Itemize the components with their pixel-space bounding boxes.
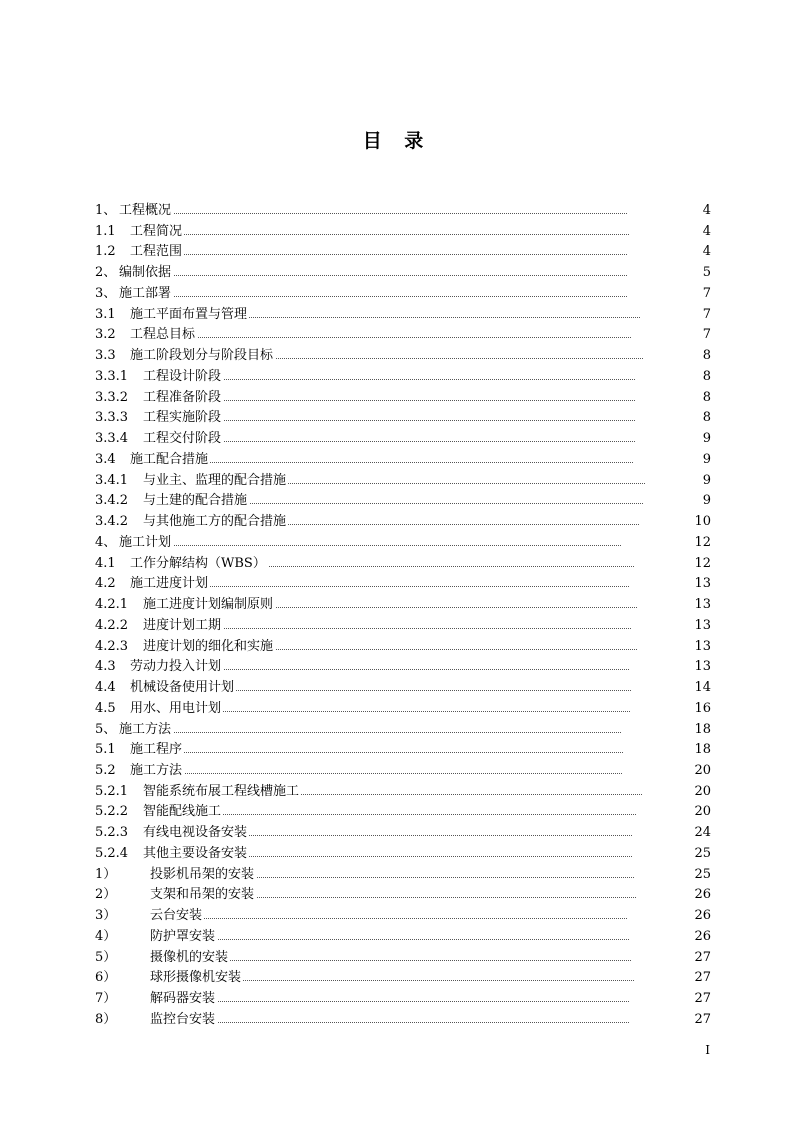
toc-entry-number: 4.2.2 [95,616,129,637]
dot-leader [165,275,627,276]
toc-entry-number: 3） [95,906,117,927]
toc-entry-label: 有线电视设备安装 [143,823,249,844]
dot-leader [165,814,636,815]
dot-leader [165,441,635,442]
toc-entry[interactable] [95,699,711,720]
dot-leader [165,669,629,670]
toc-entry-label: 施工配合措施 [130,450,210,471]
toc-entry-label: 监控台安装 [150,1010,217,1031]
dot-leader [165,711,630,712]
toc-entry-page: 8 [702,368,711,384]
toc-entry-page: 5 [702,265,711,281]
toc-entry[interactable] [95,471,711,492]
toc-entry[interactable] [95,782,711,803]
toc-entry-page: 12 [694,534,711,550]
toc-entry-page: 25 [694,845,711,861]
toc-entry-number: 4.2.1 [95,595,129,616]
toc-entry-label: 支架和吊架的安装 [150,885,256,906]
toc-entry-page: 8 [702,410,711,426]
toc-entry-number: 5.2.3 [95,823,129,844]
toc-entry[interactable] [95,616,711,637]
toc-entry[interactable] [95,595,711,616]
toc-entry[interactable] [95,1010,711,1031]
toc-entry-label: 工程准备阶段 [143,388,223,409]
toc-entry[interactable] [95,802,711,823]
toc-entry[interactable] [95,885,711,906]
toc-entry[interactable] [95,450,711,471]
toc-entry-page: 18 [694,721,711,737]
toc-entry-number: 3.4 [95,450,117,471]
toc-entry-number: 4.1 [95,554,117,575]
toc-entry-label: 施工程序 [130,740,184,761]
toc-entry-label: 施工方法 [130,761,184,782]
toc-entry-page: 12 [694,555,711,571]
toc-entry-page: 27 [694,970,711,986]
toc-entry-label: 智能配线施工 [143,802,223,823]
toc-entry-number: 3.3.2 [95,388,129,409]
dot-leader [165,337,631,338]
toc-entry-label: 解码器安装 [150,989,217,1010]
dot-leader [165,296,627,297]
toc-entry-number: 4.2 [95,574,117,595]
toc-entry-number: 1、 [95,201,117,222]
toc-entry-page: 9 [702,493,711,509]
toc-entry-number: 5.2.4 [95,844,129,865]
dot-leader [165,752,623,753]
toc-entry-page: 20 [694,804,711,820]
toc-entry-label: 工作分解结构（WBS） [130,554,268,575]
toc-entry-number: 5.2.2 [95,802,129,823]
toc-entry[interactable] [95,284,711,305]
toc-entry-number: 2） [95,885,117,906]
toc-entry-page: 10 [694,514,711,530]
toc-entry-number: 4.3 [95,657,117,678]
toc-entry-page: 13 [694,597,711,613]
toc-entry-number: 3、 [95,284,117,305]
toc-entry-number: 5.2.1 [95,782,129,803]
toc-entry[interactable] [95,408,711,429]
toc-entry-label: 编制依据 [119,263,173,284]
toc-entry-label: 工程简况 [130,222,184,243]
dot-leader [165,462,633,463]
toc-entry-number: 3.3 [95,346,117,367]
toc-entry-label: 与其他施工方的配合措施 [143,512,288,533]
toc-entry-label: 云台安装 [150,906,204,927]
toc-entry-page: 26 [694,887,711,903]
toc-entry-number: 4） [95,927,117,948]
toc-entry[interactable] [95,637,711,658]
toc-entry-page: 7 [702,306,711,322]
toc-entry-number: 3.3.4 [95,429,129,450]
toc-entry[interactable] [95,574,711,595]
toc-entry-number: 1.2 [95,242,117,263]
toc-entry-number: 6） [95,968,117,989]
dot-leader [165,586,629,587]
toc-entry-page: 9 [702,431,711,447]
toc-entry[interactable] [95,263,711,284]
toc-entry-label: 工程设计阶段 [143,367,223,388]
toc-entry-label: 机械设备使用计划 [130,678,236,699]
toc-entry-number: 1.1 [95,222,117,243]
toc-entry[interactable] [95,242,711,263]
toc-entry-label: 进度计划工期 [143,616,223,637]
toc-entry-label: 工程概况 [119,201,173,222]
toc-entry-page: 4 [702,203,711,218]
toc-entry-label: 施工平面布置与管理 [130,305,249,326]
toc-entry[interactable] [95,720,711,741]
toc-entry[interactable] [95,678,711,699]
toc-entry-label: 工程实施阶段 [143,408,223,429]
toc-entry-number: 3.4.2 [95,491,129,512]
toc-entry-number: 5.2 [95,761,117,782]
toc-entry-number: 5、 [95,720,117,741]
toc-entry-label: 施工方法 [119,720,173,741]
dot-leader [165,732,621,733]
toc-entry[interactable] [95,346,711,367]
toc-entry-page: 18 [694,742,711,758]
toc-entry-label: 进度计划的细化和实施 [143,637,275,658]
toc-entry[interactable] [95,968,711,989]
toc-entry[interactable] [95,388,711,409]
dot-leader [165,420,635,421]
toc-entry-label: 摄像机的安装 [150,948,230,969]
toc-entry-page: 7 [702,285,711,301]
toc-entry[interactable] [95,491,711,512]
toc-entry[interactable] [95,927,711,948]
toc-entry-label: 球形摄像机安装 [150,968,243,989]
toc-entry-page: 9 [702,472,711,488]
toc-entry-label: 工程交付阶段 [143,429,223,450]
toc-entry-number: 1） [95,865,117,886]
dot-leader [165,400,635,401]
toc-entry-label: 与业主、监理的配合措施 [143,471,288,492]
toc-entry-number: 3.2 [95,325,117,346]
toc-entry[interactable] [95,657,711,678]
dot-leader [165,379,635,380]
toc-entry-label: 投影机吊架的安装 [150,865,256,886]
toc-entry-label: 施工计划 [119,533,173,554]
dot-leader [165,1022,629,1023]
toc-entry-number: 3.3.3 [95,408,129,429]
toc-entry-page: 9 [702,451,711,467]
page-number: I [705,1043,710,1057]
dot-leader [165,254,627,255]
toc-entry-label: 其他主要设备安装 [143,844,249,865]
dot-leader [165,545,621,546]
toc-entry[interactable] [95,948,711,969]
toc-entry-page: 20 [694,762,711,778]
toc-entry-label: 施工进度计划编制原则 [143,595,275,616]
toc-entry-number: 4、 [95,533,117,554]
toc-entry-label: 施工阶段划分与阶段目标 [130,346,275,367]
toc-entry[interactable] [95,305,711,326]
toc-entry-label: 施工部署 [119,284,173,305]
toc-entry[interactable] [95,761,711,782]
toc-entry-label: 防护罩安装 [150,927,217,948]
toc-entry-page: 13 [694,617,711,633]
toc-entry-number: 3.4.2 [95,512,129,533]
toc-entry-page: 24 [694,825,711,841]
toc-entry-page: 26 [694,928,711,944]
toc-entry-label: 用水、用电计划 [130,699,223,720]
toc-entry-page: 13 [694,638,711,654]
toc-entry-page: 27 [694,1011,711,1027]
toc-entry[interactable] [95,740,711,761]
toc-entry-number: 7） [95,989,117,1010]
dot-leader [165,960,631,961]
toc-entry-label: 施工进度计划 [130,574,210,595]
toc-entry-number: 3.3.1 [95,367,129,388]
toc-entry-page: 16 [694,700,711,716]
dot-leader [165,234,629,235]
toc-entry[interactable] [95,367,711,388]
toc-entry-page: 13 [694,659,711,675]
toc-entry-page: 7 [702,327,711,343]
toc-entry-number: 2、 [95,263,117,284]
toc-entry-label: 工程总目标 [130,325,197,346]
toc-entry-label: 智能系统布展工程线槽施工 [143,782,301,803]
toc-entry[interactable] [95,325,711,346]
toc-entry-page: 20 [694,783,711,799]
toc-entry[interactable] [95,989,711,1010]
toc-entry[interactable] [95,201,711,222]
toc-entry-page: 25 [694,866,711,882]
toc-entry-page: 13 [694,576,711,592]
toc-entry-page: 4 [702,244,711,260]
toc-entry[interactable] [95,222,711,243]
dot-leader [165,1001,629,1002]
toc-title: 目 录 [362,130,432,152]
toc-entry[interactable] [95,554,711,575]
toc-entry-page: 26 [694,908,711,924]
toc-entry[interactable] [95,844,711,865]
toc-entry-number: 4.5 [95,699,117,720]
toc-entry[interactable] [95,533,711,554]
toc-entry[interactable] [95,823,711,844]
toc-entry-page: 8 [702,389,711,405]
toc-entry-number: 8） [95,1010,117,1031]
toc-entry-number: 5.1 [95,740,117,761]
toc-entry-label: 工程范围 [130,242,184,263]
dot-leader [165,918,627,919]
toc-entry-label: 与土建的配合措施 [143,491,249,512]
toc-entry-page: 4 [702,223,711,239]
toc-entry-number: 5） [95,948,117,969]
toc-entry-number: 3.1 [95,305,117,326]
toc-entry-number: 4.4 [95,678,117,699]
dot-leader [165,628,631,629]
dot-leader [165,773,622,774]
toc-entry[interactable] [95,429,711,450]
toc-entry[interactable] [95,906,711,927]
toc-entry-page: 27 [694,949,711,965]
toc-entry[interactable] [95,865,711,886]
toc-entry-page: 14 [694,680,711,696]
toc-entry-number: 4.2.3 [95,637,129,658]
table-of-contents [0,201,794,1031]
toc-entry[interactable] [95,512,711,533]
toc-entry-page: 27 [694,991,711,1007]
toc-entry-label: 劳动力投入计划 [130,657,223,678]
dot-leader [165,939,629,940]
toc-entry-number: 3.4.1 [95,471,129,492]
toc-entry-page: 8 [702,348,711,364]
dot-leader [165,213,627,214]
